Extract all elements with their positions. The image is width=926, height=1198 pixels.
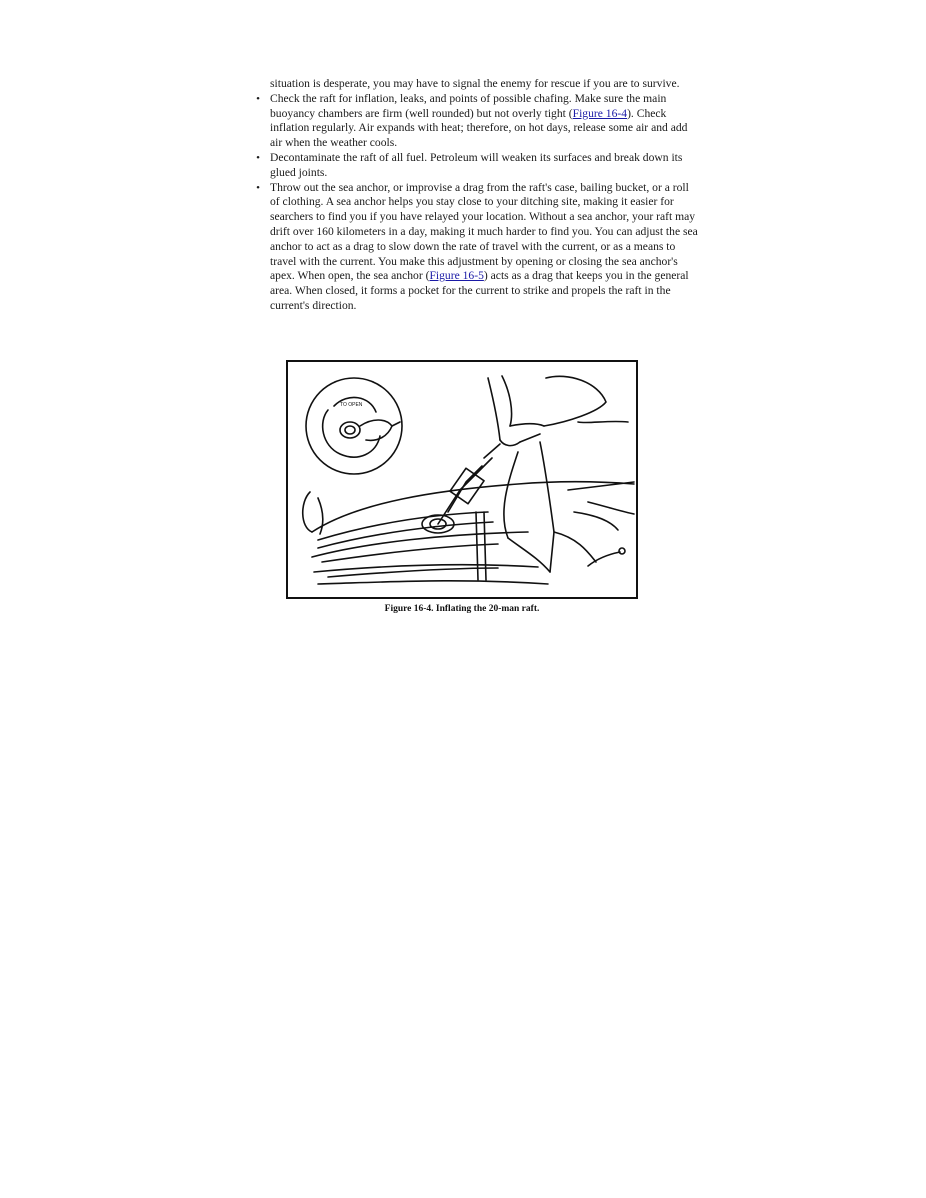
bullet-icon: • bbox=[256, 181, 260, 194]
figure-16-4-link[interactable]: Figure 16-4 bbox=[572, 106, 628, 120]
bullet-text-continued: ) acts as a drag that keeps you in the general area. When closed, it forms a pocket for the current to strike and propels the raft in the current's direction. bbox=[270, 269, 689, 312]
figure-caption: Figure 16-4. Inflating the 20-man raft. bbox=[384, 604, 540, 614]
bullet-icon: • bbox=[256, 92, 260, 105]
bullet-text: Decontaminate the raft of all fuel. Petroleum will weaken its surfaces and break down its glued joints. bbox=[270, 150, 683, 179]
bullet-text-continued: ). Check inflation regularly. Air expands with heat; therefore, on hot days, release some air and add air when the weather cools. bbox=[270, 106, 688, 150]
bullet-list bbox=[252, 92, 700, 314]
intro-paragraph: situation is desperate, you may have to signal the enemy for rescue if you are to survive. bbox=[270, 77, 680, 90]
body-text bbox=[252, 77, 700, 314]
figure-illustration bbox=[286, 360, 638, 599]
figure-16-5-link[interactable]: Figure 16-5 bbox=[429, 269, 484, 283]
bullet-text: Throw out the sea anchor, or improvise a drag from the raft's case, bailing bucket, or a roll of clothing. A sea anchor helps you stay close to your ditching site, making it easier for searchers to find you if you have relayed your location. Without a sea anchor, your raft may drift over 160 kilometers in a day, making it much harder to find you. You can adjust the sea anchor to act as a drag to slow down the rate of travel with the current, or as a means to travel with the current. You make this adjustment by opening or closing the sea anchor's apex. When open, the sea anchor ( bbox=[270, 180, 698, 283]
bullet-item-sea-anchor bbox=[252, 181, 700, 314]
bullet-item-decontaminate bbox=[252, 151, 700, 181]
bullet-item-inflation bbox=[252, 92, 700, 151]
bullet-text: Check the raft for inflation, leaks, and points of possible chafing. Make sure the main buoyancy chambers are firm (well rounded) but not overly tight ( bbox=[270, 91, 667, 120]
bullet-icon: • bbox=[256, 151, 260, 164]
inset-label: TO OPEN bbox=[340, 402, 363, 408]
raft-inflation-drawing bbox=[288, 362, 636, 597]
